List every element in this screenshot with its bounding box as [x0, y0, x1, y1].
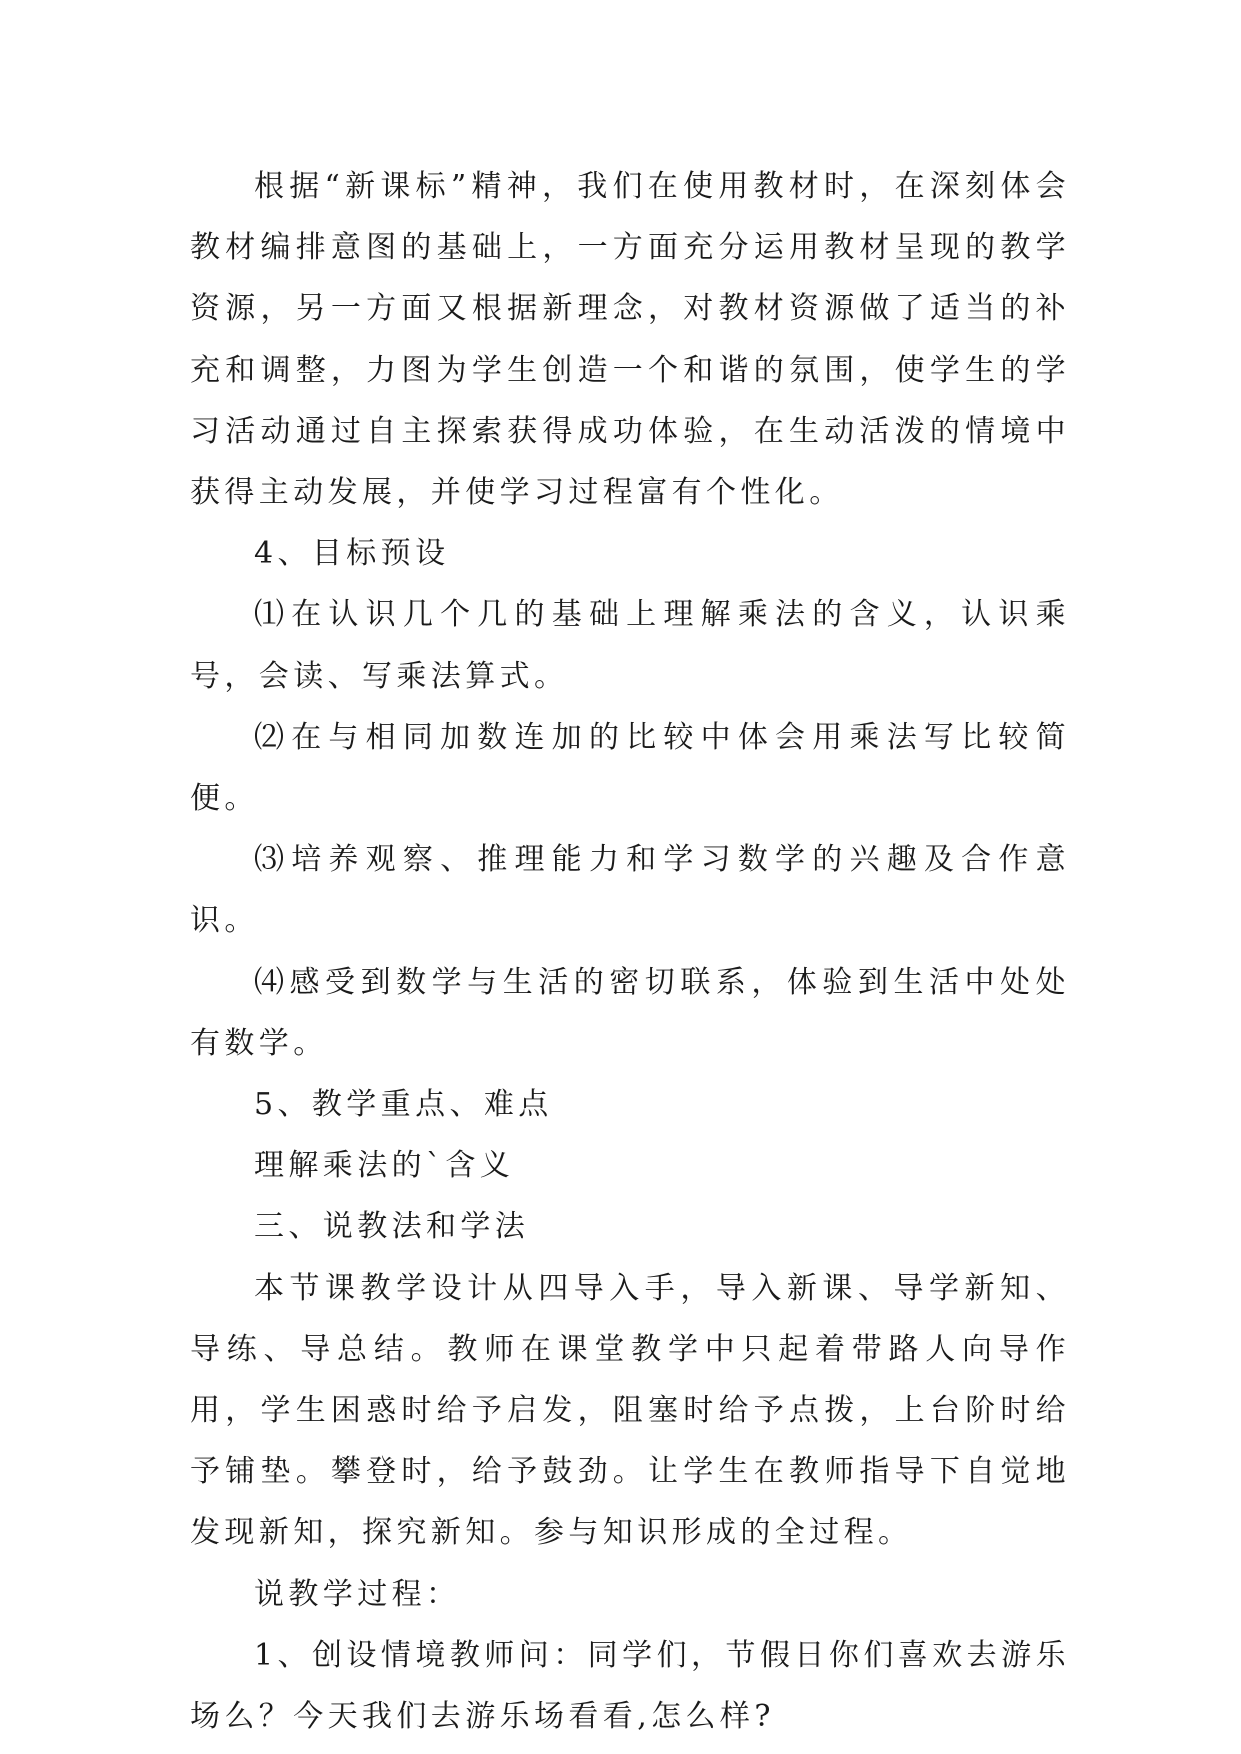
goal-item-3: ⑶培养观察、推理能力和学习数学的兴趣及合作意识。 [190, 842, 1070, 939]
heading-key-points: 5、教学重点、难点 [254, 1087, 553, 1123]
key-point-text: 理解乘法的`含义 [254, 1148, 515, 1184]
paragraph-process-step-1: 1、创设情境教师问：同学们，节假日你们喜欢去游乐场么？今天我们去游乐场看看,怎么样? [190, 1637, 1070, 1735]
paragraph-teaching-methods: 本节课教学设计从四导入手，导入新课、导学新知、导练、导总结。教师在课堂教学中只起着带路人向导作用，学生困惑时给予启发，阻塞时给予点拨，上台阶时给予铺垫。攀登时，给予鼓劲。让学生在教师指导下自觉地发现新知，探究新知。参与知识形成的全过程。 [190, 1270, 1070, 1551]
heading-teaching-methods: 三、说教法和学法 [254, 1209, 530, 1245]
heading-teaching-process: 说教学过程： [254, 1576, 461, 1612]
goal-item-1: ⑴在认识几个几的基础上理解乘法的含义，认识乘号，会读、写乘法算式。 [190, 597, 1070, 694]
goal-item-2: ⑵在与相同加数连加的比较中体会用乘法写比较简便。 [190, 719, 1070, 817]
goal-item-4: ⑷感受到数学与生活的密切联系，体验到生活中处处有数学。 [190, 964, 1070, 1061]
paragraph-textbook-usage: 根据“新课标”精神，我们在使用教材时，在深刻体会教材编排意图的基础上，一方面充分运用教材呈现的教学资源，另一方面又根据新理念，对教材资源做了适当的补充和调整，力图为学生创造一个和谐的氛围，使学生的学习活动通过自主探索获得成功体验，在生动活泼的情境中获得主动发展，并使学习过程富有个性化。 [190, 169, 1070, 511]
document-page [190, 156, 1070, 1747]
heading-goal-presets: 4、目标预设 [254, 536, 450, 572]
